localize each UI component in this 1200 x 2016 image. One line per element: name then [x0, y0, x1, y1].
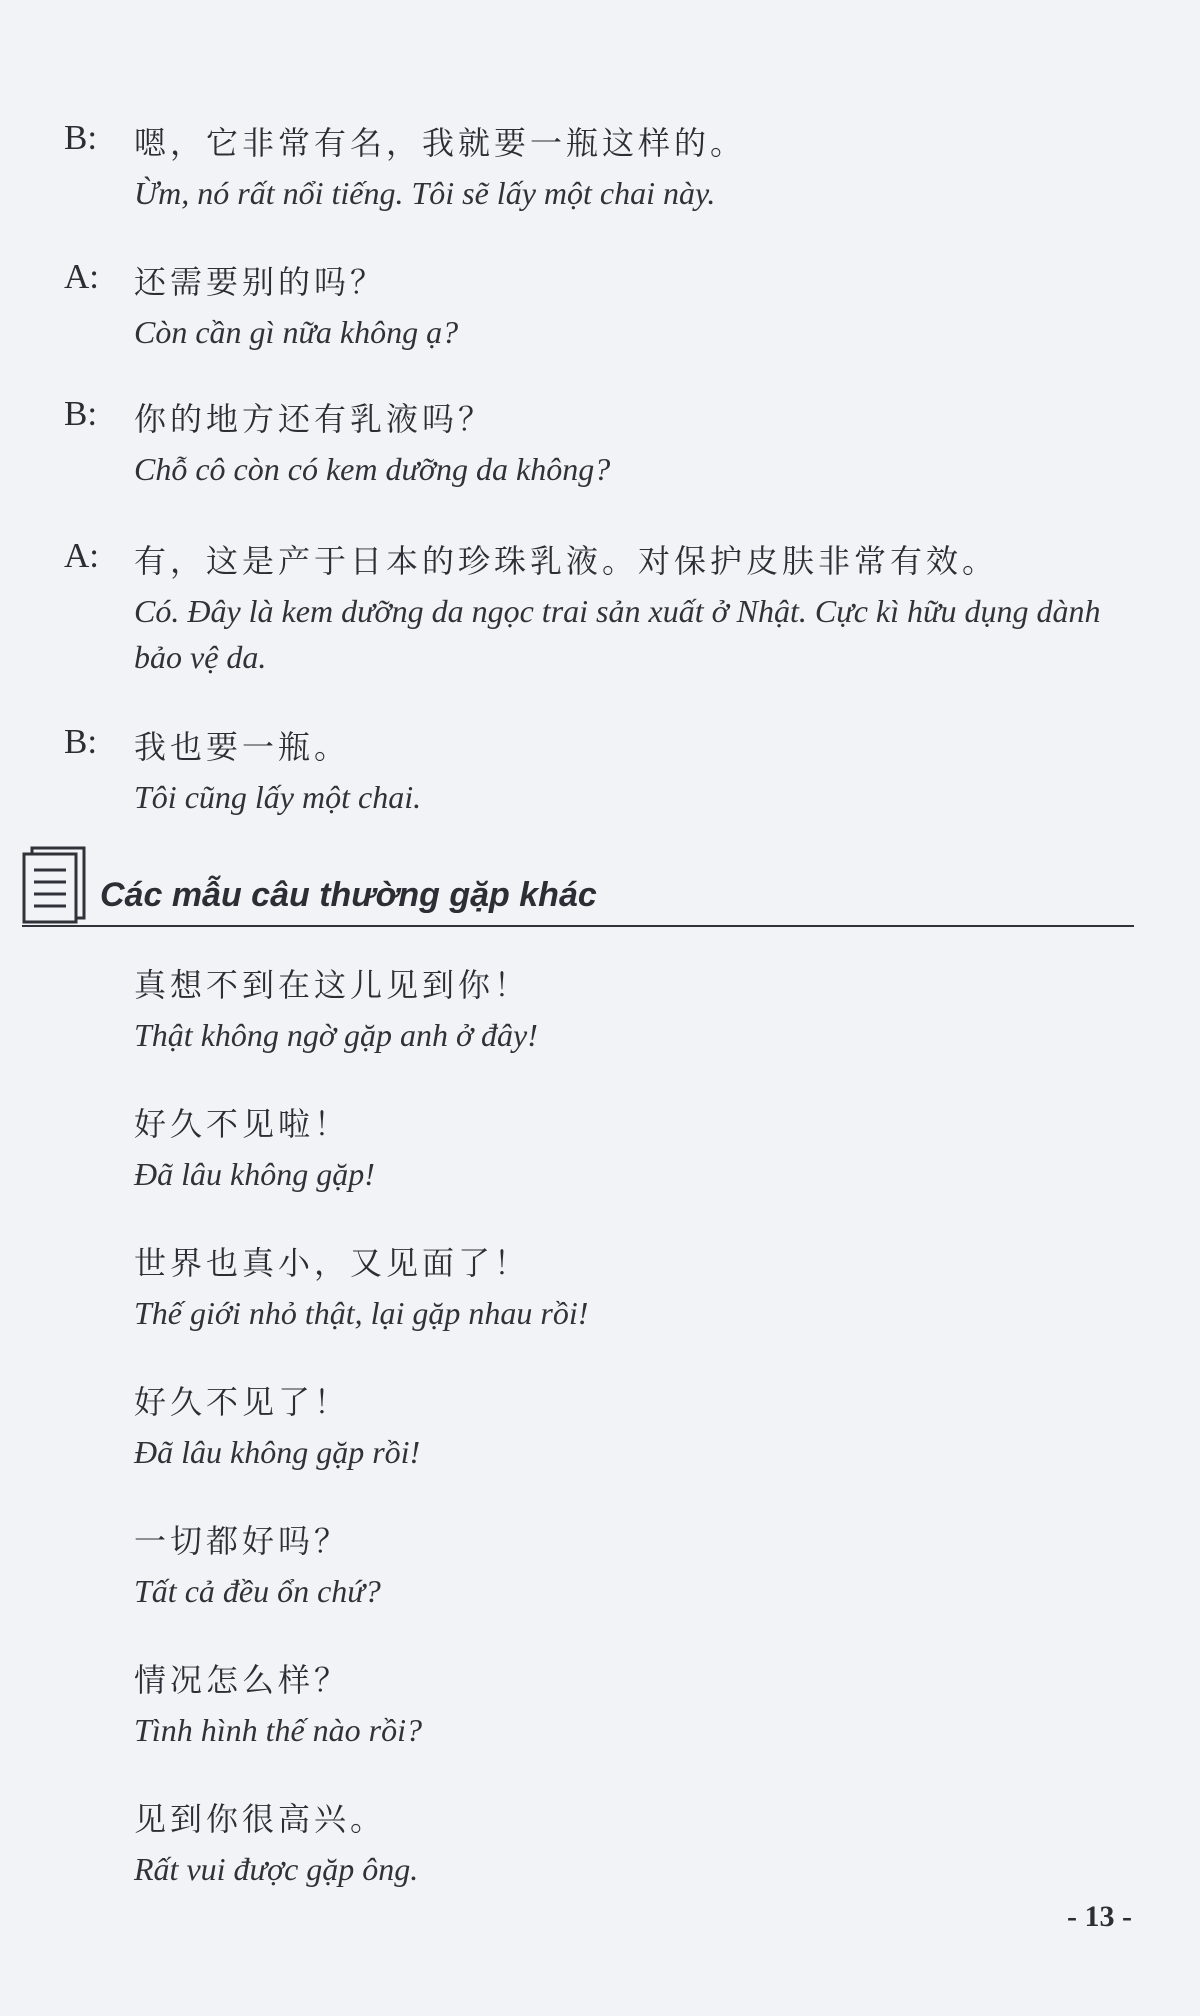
vietnamese-translation: Còn cần gì nữa không ạ?	[134, 314, 459, 350]
chinese-text: 见到你很高兴。	[134, 1800, 387, 1838]
section-title: Các mẫu câu thường gặp khác	[100, 876, 597, 914]
chinese-text: 好久不见啦！	[134, 1105, 351, 1143]
vietnamese-translation: Chỗ cô còn có kem dưỡng da không?	[134, 451, 611, 487]
speaker-label: A:	[64, 536, 99, 575]
page-number: - 13 -	[1067, 1900, 1132, 1933]
vietnamese-translation: Đã lâu không gặp rồi!	[134, 1434, 421, 1470]
phrase-item	[134, 1099, 1140, 1199]
document-icon	[22, 846, 90, 924]
section-divider	[22, 925, 1134, 927]
vietnamese-translation: Ừm, nó rất nổi tiếng. Tôi sẽ lấy một chai này.	[134, 175, 716, 211]
dialogue-line	[64, 118, 1140, 218]
dialogue-line	[64, 722, 1140, 822]
dialogue-line	[64, 257, 1140, 357]
chinese-text: 有，这是产于日本的珍珠乳液。对保护皮肤非常有效。	[134, 542, 999, 580]
phrase-item	[134, 1238, 1140, 1338]
chinese-text: 一切都好吗？	[134, 1522, 351, 1560]
vietnamese-translation: Rất vui được gặp ông.	[134, 1851, 419, 1887]
chinese-text: 好久不见了！	[134, 1383, 351, 1421]
dialogue-line	[64, 394, 1140, 494]
vietnamese-translation: Đã lâu không gặp!	[134, 1156, 375, 1192]
vietnamese-translation: Tất cả đều ổn chứ?	[134, 1573, 381, 1609]
vietnamese-translation: Thật không ngờ gặp anh ở đây!	[134, 1017, 538, 1053]
vietnamese-translation: Có. Đây là kem dưỡng da ngọc trai sản xuất ở Nhật. Cực kì hữu dụng dành bảo vệ da.	[134, 593, 1101, 675]
chinese-text: 情况怎么样？	[134, 1661, 351, 1699]
phrase-item	[134, 1377, 1140, 1477]
chinese-text: 我也要一瓶。	[134, 728, 351, 766]
speaker-label: B:	[64, 118, 98, 157]
phrase-item	[134, 960, 1140, 1060]
section-header	[22, 846, 1134, 926]
chinese-text: 世界也真小，又见面了！	[134, 1244, 531, 1282]
chinese-text: 嗯，它非常有名，我就要一瓶这样的。	[134, 124, 747, 162]
vietnamese-translation: Tôi cũng lấy một chai.	[134, 779, 422, 815]
speaker-label: B:	[64, 394, 98, 433]
dialogue-line	[64, 536, 1140, 686]
speaker-label: A:	[64, 257, 99, 296]
phrase-item	[134, 1655, 1140, 1755]
chinese-text: 真想不到在这儿见到你！	[134, 966, 531, 1004]
phrase-item	[134, 1794, 1140, 1894]
vietnamese-translation: Thế giới nhỏ thật, lại gặp nhau rồi!	[134, 1295, 589, 1331]
chinese-text: 还需要别的吗？	[134, 263, 387, 301]
speaker-label: B:	[64, 722, 98, 761]
phrase-item	[134, 1516, 1140, 1616]
chinese-text: 你的地方还有乳液吗？	[134, 400, 495, 438]
vietnamese-translation: Tình hình thế nào rồi?	[134, 1712, 423, 1748]
